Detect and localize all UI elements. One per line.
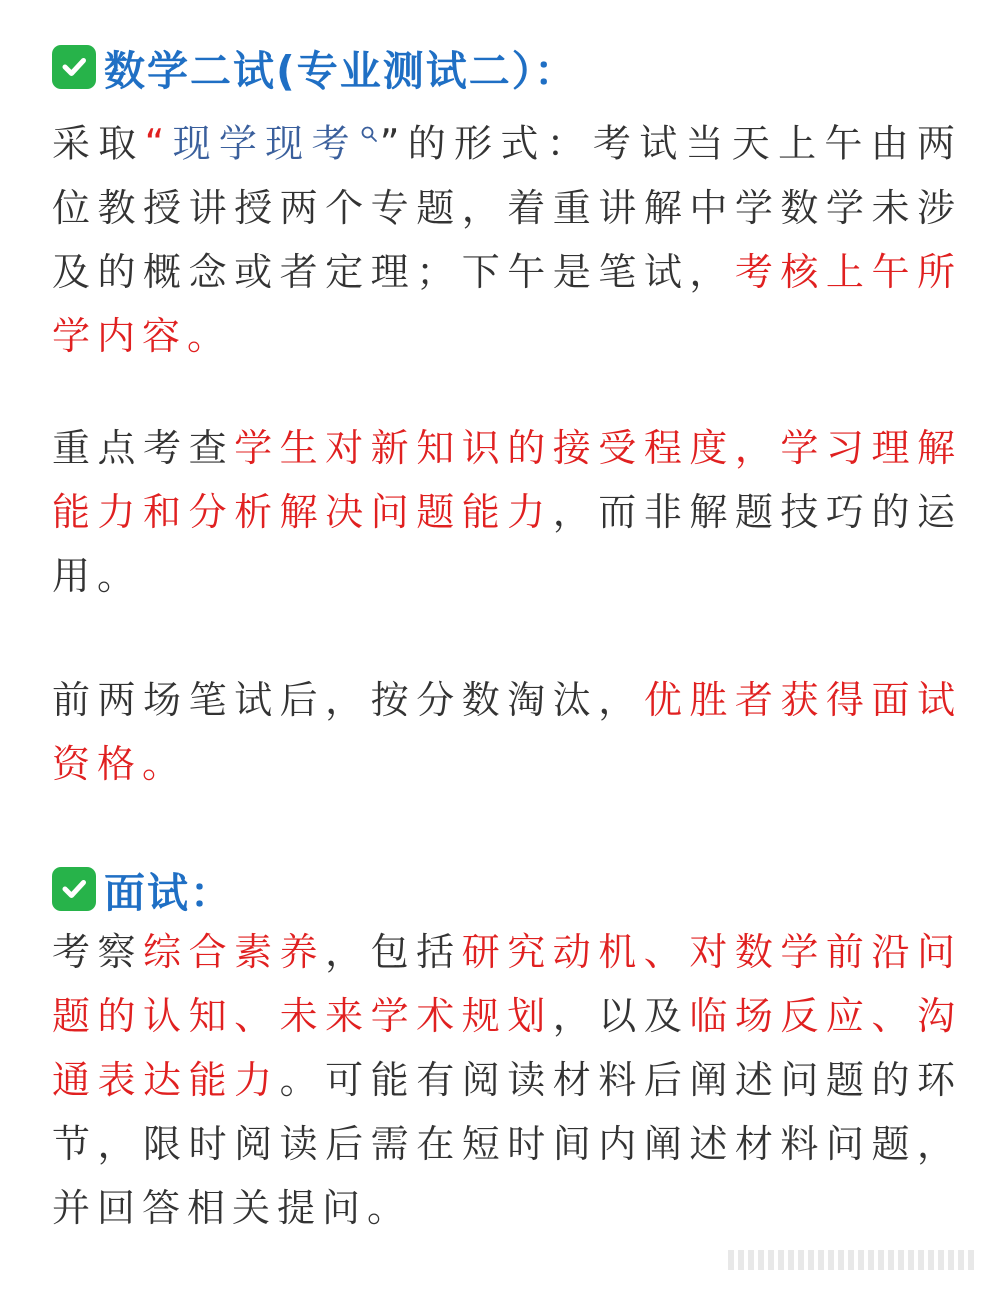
paragraph-text xyxy=(52,668,962,796)
highlight-text: 考核上午所学内容。 xyxy=(52,249,962,358)
text: 的形式：考试当天上午由两位教授讲授两个专题，着重讲解中学数学未涉及的概念或者定理；下午是笔试， xyxy=(52,121,962,294)
text: 前两场笔试后，按分数淘汰， xyxy=(52,678,644,722)
text: ，而非解题技巧的运用。 xyxy=(52,490,962,598)
highlight-text: 临场反应、沟通表达能力 xyxy=(52,994,962,1102)
quote-open: “ xyxy=(144,121,172,166)
section-heading-text: 数学二试(专业测试二）： xyxy=(104,46,578,95)
check-icon xyxy=(52,45,96,89)
section-heading-text: 面试： xyxy=(104,868,233,917)
section-interview xyxy=(52,858,962,1240)
paragraph-format xyxy=(52,98,962,368)
paragraph-elimination xyxy=(52,668,962,796)
text: 采取 xyxy=(52,121,145,166)
text: ，包括 xyxy=(325,930,462,974)
highlight-text: 综合素养 xyxy=(143,930,326,974)
text: 重点考查 xyxy=(52,426,235,470)
text: 考察 xyxy=(52,930,144,974)
paragraph-interview xyxy=(52,920,962,1240)
text: 。可能有阅读材料后阐述问题的环节，限时阅读后需在短时间内阐述材料问题，并回答相关提问。 xyxy=(52,1058,962,1230)
search-icon[interactable] xyxy=(360,98,378,162)
section-heading xyxy=(52,36,962,98)
section-heading xyxy=(52,858,962,920)
highlight-text: 学生对新知识的接受程度，学习理解能力和分析解决问题能力 xyxy=(52,426,962,534)
section-math-exam xyxy=(52,36,962,368)
text: ，以及 xyxy=(552,994,690,1038)
highlight-text: 优胜者获得面试资格。 xyxy=(52,678,962,786)
check-icon xyxy=(52,867,96,911)
highlight-text: 研究动机、对数学前沿问题的认知、未来学术规划 xyxy=(52,930,962,1038)
watermark xyxy=(728,1250,978,1270)
paragraph-focus xyxy=(52,416,962,608)
paragraph-text xyxy=(52,416,962,608)
quote-close: ” xyxy=(379,121,407,166)
search-link[interactable]: 现学现考 xyxy=(171,121,358,166)
